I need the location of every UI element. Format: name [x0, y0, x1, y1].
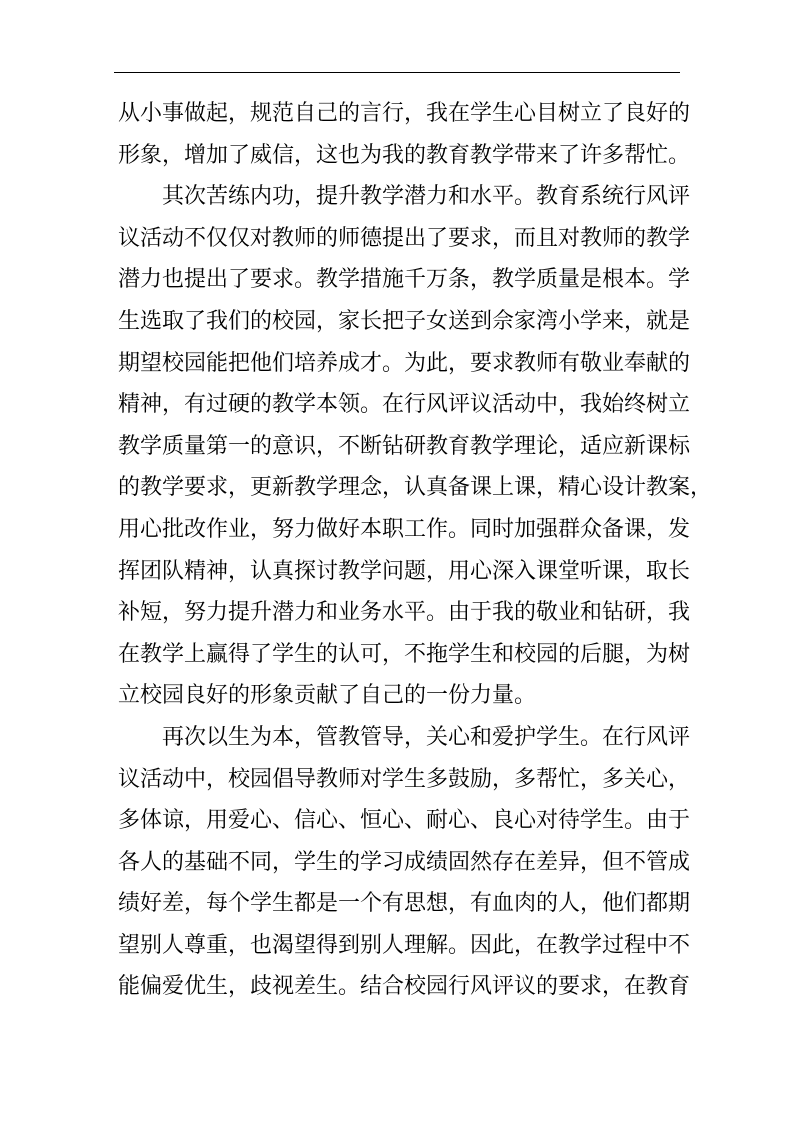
- text-line: 精神，有过硬的教学本领。在行风评议活动中，我始终树立: [118, 392, 691, 418]
- text-line: 议活动不仅仅对教师的师德提出了要求，而且对教师的教学: [118, 225, 691, 251]
- text-line: 生选取了我们的校园，家长把子女送到佘家湾小学来，就是: [118, 308, 691, 334]
- text-line: 议活动中，校园倡导教师对学生多鼓励，多帮忙，多关心，: [118, 766, 691, 792]
- text-line: 形象，增加了威信，这也为我的教育教学带来了许多帮忙。: [118, 142, 691, 168]
- text-line: 挥团队精神，认真探讨教学问题，用心深入课堂听课，取长: [118, 558, 691, 584]
- text-line: 用心批改作业，努力做好本职工作。同时加强群众备课，发: [118, 516, 691, 542]
- text-line: 在教学上赢得了学生的认可，不拖学生和校园的后腿，为树: [118, 641, 691, 667]
- paragraph-end-line: 立校园良好的形象贡献了自己的一份力量。: [118, 683, 537, 709]
- text-line: 多体谅，用爱心、信心、恒心、耐心、良心对待学生。由于: [118, 808, 691, 834]
- header-rule: [114, 72, 680, 73]
- text-line: 望别人尊重，也渴望得到别人理解。因此，在教学过程中不: [118, 932, 691, 958]
- paragraph-start-line: 再次以生为本，管教管导，关心和爱护学生。在行风评: [162, 724, 691, 750]
- text-line: 补短，努力提升潜力和业务水平。由于我的敬业和钻研，我: [118, 600, 691, 626]
- text-line: 潜力也提出了要求。教学措施千万条，教学质量是根本。学: [118, 267, 691, 293]
- text-line: 各人的基础不同，学生的学习成绩固然存在差异，但不管成: [118, 849, 691, 875]
- text-line: 教学质量第一的意识，不断钻研教育教学理论，适应新课标: [118, 433, 691, 459]
- paragraph-start-line: 其次苦练内功，提升教学潜力和水平。教育系统行风评: [162, 184, 691, 210]
- text-line: 的教学要求，更新教学理念，认真备课上课，精心设计教案，: [118, 475, 713, 501]
- text-line: 从小事做起，规范自己的言行，我在学生心目树立了良好的: [118, 101, 691, 126]
- text-line: 期望校园能把他们培养成才。为此，要求教师有敬业奉献的: [118, 350, 691, 376]
- body-text: [118, 93, 713, 1008]
- text-line: 能偏爱优生，歧视差生。结合校园行风评议的要求，在教育: [118, 974, 691, 1000]
- text-line: 绩好差，每个学生都是一个有思想，有血肉的人，他们都期: [118, 891, 691, 917]
